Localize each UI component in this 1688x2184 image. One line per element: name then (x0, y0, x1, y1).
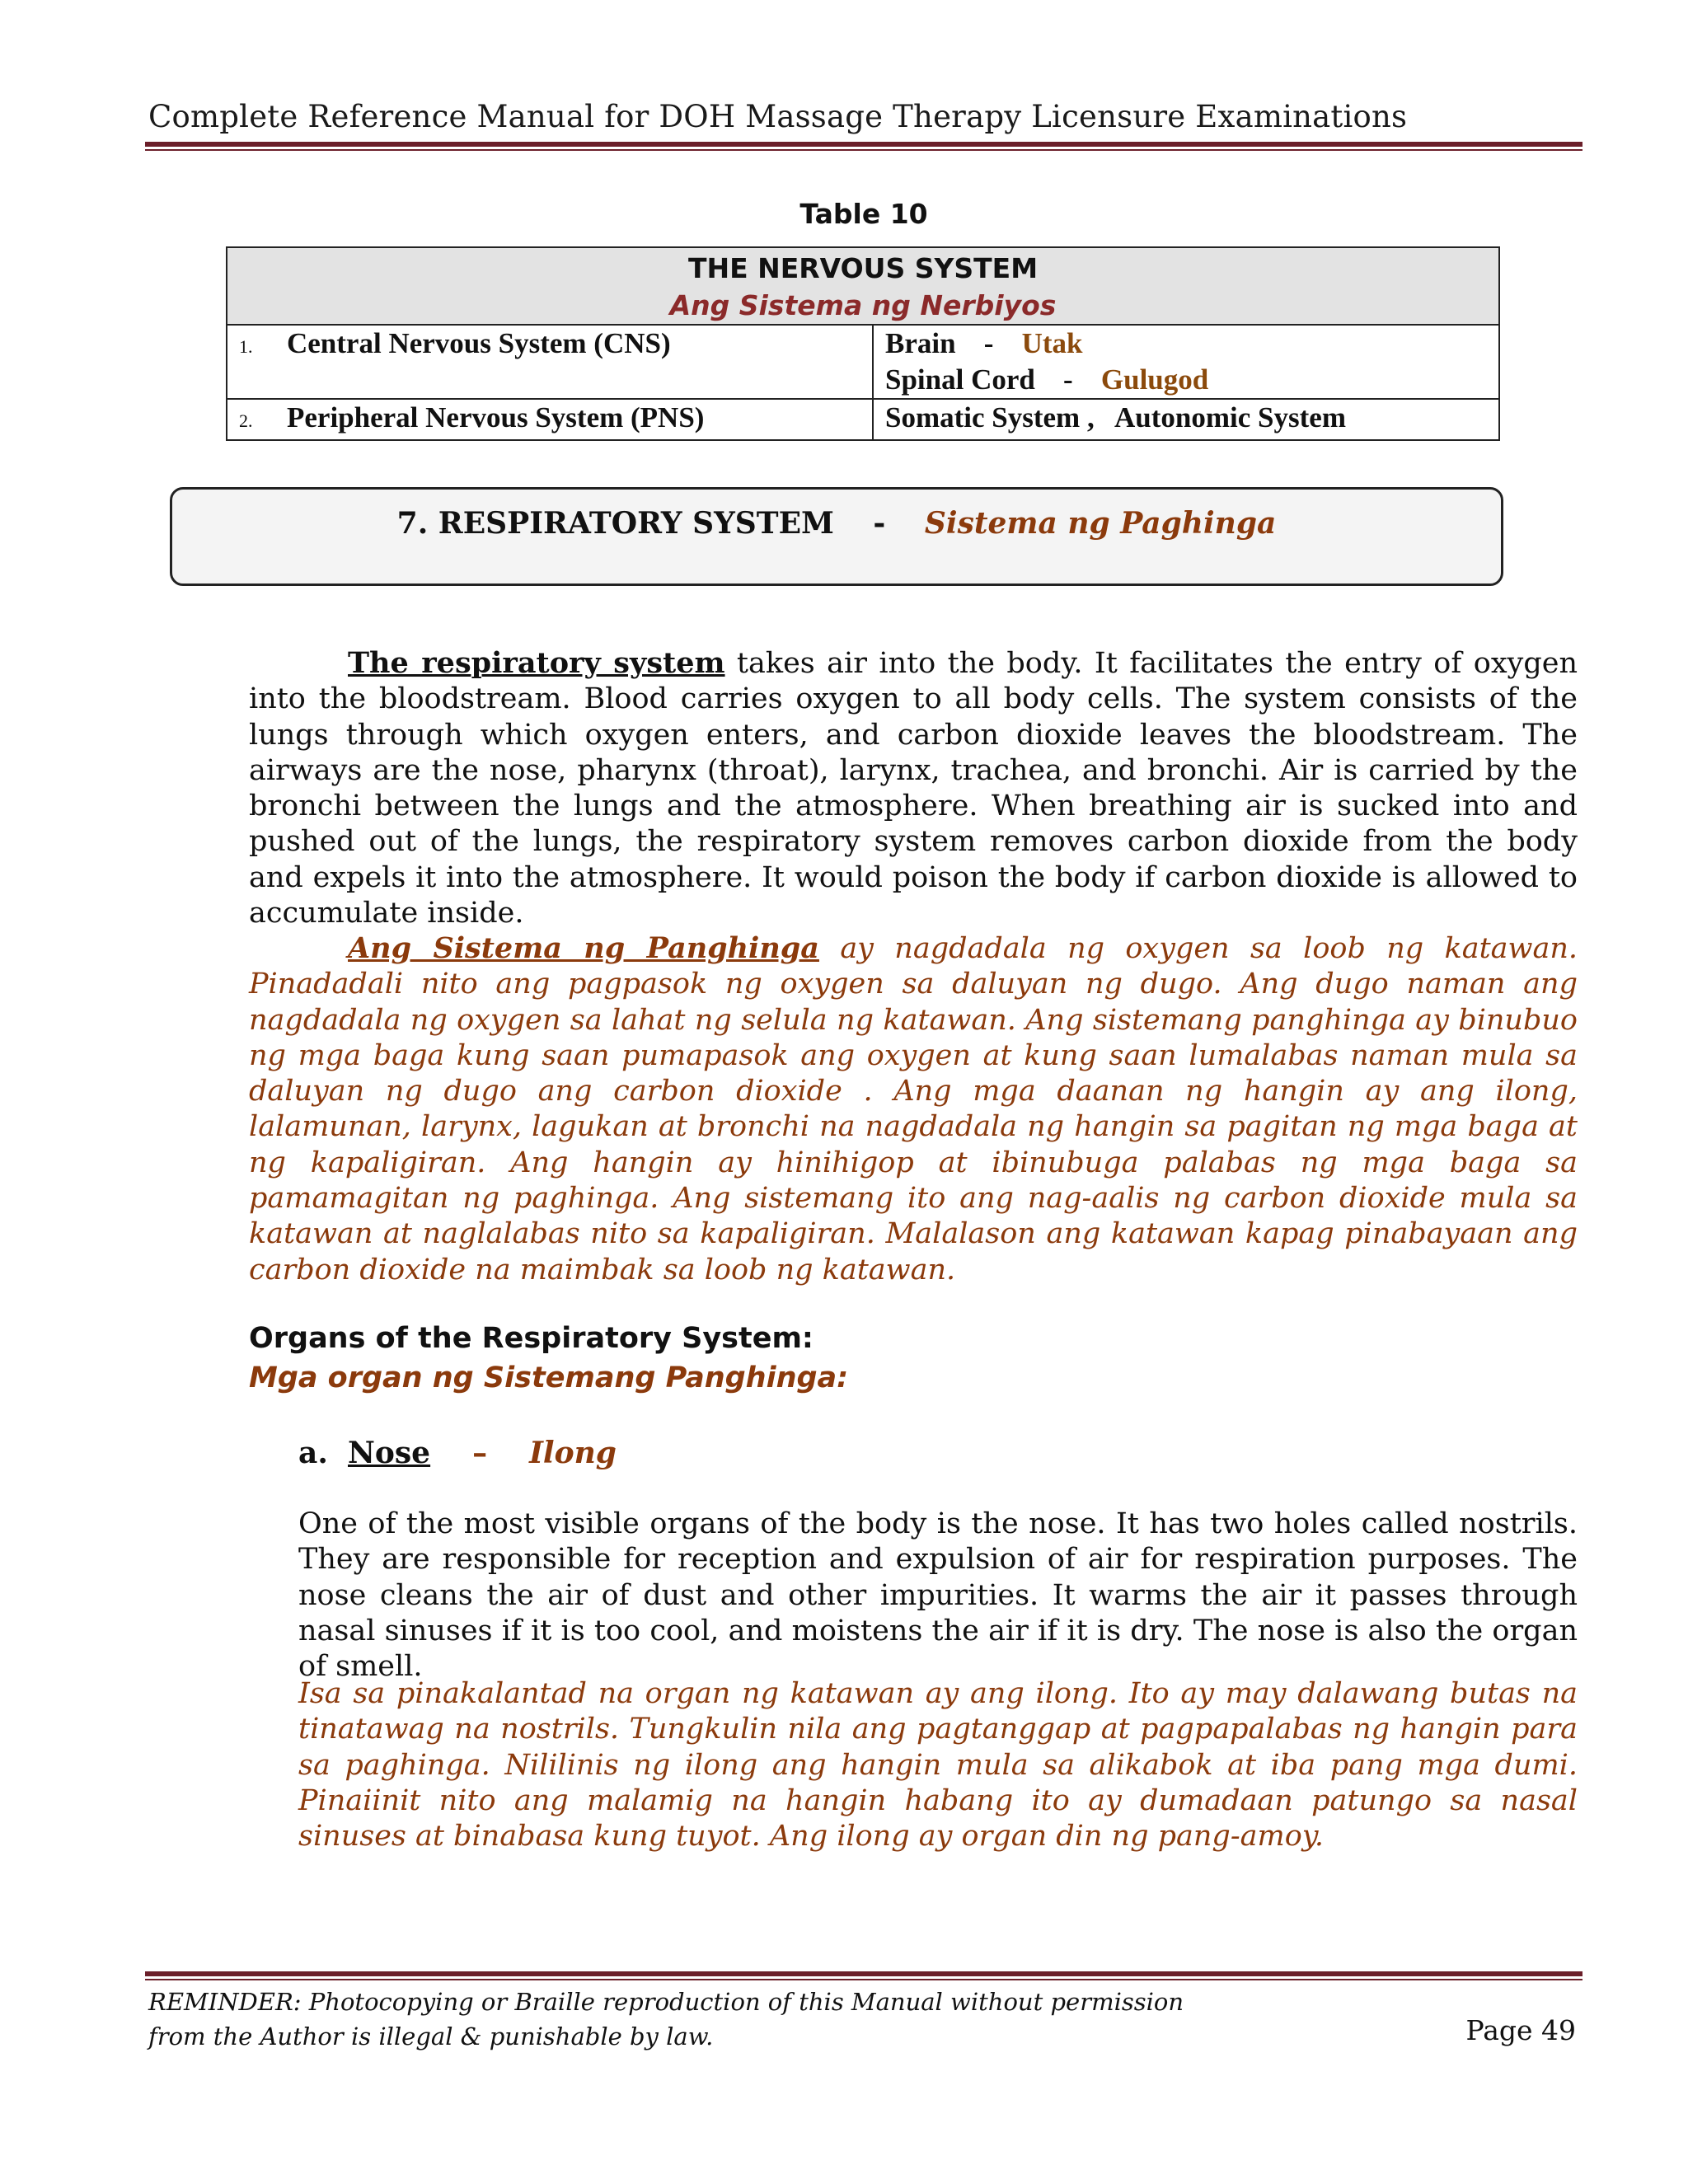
item-name: Nose (348, 1436, 431, 1470)
paragraph-lead-term: Ang Sistema ng Panghinga (348, 931, 819, 965)
section-title-en: 7. RESPIRATORY SYSTEM (396, 506, 834, 541)
footer-line: REMINDER: Photocopying or Braille reproduction of this Manual without permission (148, 1988, 1184, 2016)
paragraph-body: takes air into the body. It facilitates the entry of oxygen into the bloodstream. Blood carries oxygen to all body cells. The system consists of the lungs through which oxygen enters, and carbon dioxide leaves the bloodstream. The airways are the nose, pharynx (throat), larynx, trachea, and bronchi. Air is carried by the bronchi between the lungs and the atmosphere. When breathing air is sucked into and pushed out of the lungs, the respiratory system removes carbon dioxide from the body and expels it into the atmosphere. It would poison the body if carbon dioxide is allowed to accumulate inside. (249, 647, 1578, 930)
header-rule-thin (145, 149, 1582, 151)
row-label: Central Nervous System (CNS) (287, 327, 671, 359)
cns-item (885, 326, 1487, 362)
table-row (227, 325, 1499, 399)
table-cell-label (227, 399, 873, 440)
organ-item-nose (298, 1436, 617, 1470)
page-header-title: Complete Reference Manual for DOH Massage Therapy Licensure Examinations (148, 99, 1408, 134)
header-rule-thick (145, 142, 1582, 147)
footer-line: from the Author is illegal & punishable by law. (148, 2022, 714, 2050)
nose-paragraph: One of the most visible organs of the body is the nose. It has two holes called nostrils. They are responsible for reception and expulsion of air for respiration purposes. The nose cleans the air of dust and other impurities. It warms the air it passes through nasal sinuses if it is too cool, and moistens the air if it is dry. The nose is also the organ of smell. (298, 1507, 1578, 1684)
table-title-tagalog: Ang Sistema ng Nerbiyos (669, 289, 1057, 321)
section-title-tagalog: Sistema ng Paghinga (924, 506, 1277, 541)
cns-item-en: Brain (885, 327, 956, 359)
section-title-sep: - (873, 506, 886, 541)
cns-item-tl: Utak (1021, 327, 1083, 359)
cns-item (885, 362, 1487, 398)
cns-item-sep: - (1063, 363, 1073, 396)
table-cell-value: Somatic System , Autonomic System (873, 399, 1499, 440)
table-cell-label (227, 325, 873, 399)
table-header-cell (227, 247, 1499, 325)
paragraph-lead-term: The respiratory system (348, 646, 725, 680)
respiratory-intro-paragraph-tagalog (249, 930, 1578, 1288)
page-number: Page 49 (1465, 2014, 1576, 2046)
paragraph-body: ay nagdadala ng oxygen sa loob ng katawan. Pinadadali nito ang pagpasok ng oxygen sa daluyan ng dugo. Ang dugo naman ang nagdadala ng oxygen sa lahat ng selula ng katawan. Ang sistemang panghinga ay binubuo ng mga baga kung saan pumapasok ang oxygen at kung saan lumalabas naman mula sa daluyan ng dugo ang carbon dioxide . Ang mga daanan ng hangin ay ang ilong, lalamunan, larynx, lagukan at bronchi na nagdadala ng hangin sa pagitan ng mga baga at ng kapaligiran. Ang hangin ay hinihigop at ibinubuga palabas ng mga baga sa pamamagitan ng paghinga. Ang sistemang ito ang nag-aalis ng carbon dioxide mula sa katawan at naglalabas nito sa kapaligiran. Malalason ang katawan kapag pinabayaan ang carbon dioxide na maimbak sa loob ng katawan. (249, 932, 1578, 1286)
row-number: 2. (239, 410, 253, 431)
footer-rule-thick (145, 1971, 1582, 1976)
table-caption: Table 10 (799, 198, 928, 230)
row-number: 1. (239, 336, 253, 357)
cns-item-tl: Gulugod (1100, 363, 1209, 396)
table-cell-value (873, 325, 1499, 399)
item-sep: – (472, 1436, 488, 1470)
table-title: THE NERVOUS SYSTEM (687, 252, 1039, 284)
footer-rule-thin (145, 1979, 1582, 1980)
respiratory-intro-paragraph (249, 645, 1578, 931)
footer-reminder (148, 1985, 1184, 2054)
section-title (172, 506, 1501, 541)
table-row (227, 399, 1499, 440)
table-header-row (227, 247, 1499, 325)
item-name-tagalog: Ilong (529, 1436, 617, 1470)
organs-heading: Organs of the Respiratory System: (249, 1322, 814, 1355)
organs-heading-tagalog: Mga organ ng Sistemang Panghinga: (249, 1361, 849, 1394)
item-letter: a. (298, 1436, 328, 1470)
cns-item-sep: - (983, 327, 994, 359)
nose-paragraph-tagalog: Isa sa pinakalantad na organ ng katawan ay ang ilong. Ito ay may dalawang butas na tinatawag na nostrils. Tungkulin nila ang pagtanggap at pagpapalabas ng hangin para sa paghinga. Nililinis ng ilong ang hangin mula sa alikabok at iba pang mga dumi. Pinaiinit nito ang malamig na hangin habang ito ay dumadaan patungo sa nasal sinuses at binabasa kung tuyot. Ang ilong ay organ din ng pang-amoy. (298, 1677, 1578, 1854)
section-title-box (170, 487, 1503, 586)
row-label: Peripheral Nervous System (PNS) (287, 401, 705, 434)
nervous-system-table (226, 246, 1500, 441)
cns-item-en: Spinal Cord (885, 363, 1035, 396)
